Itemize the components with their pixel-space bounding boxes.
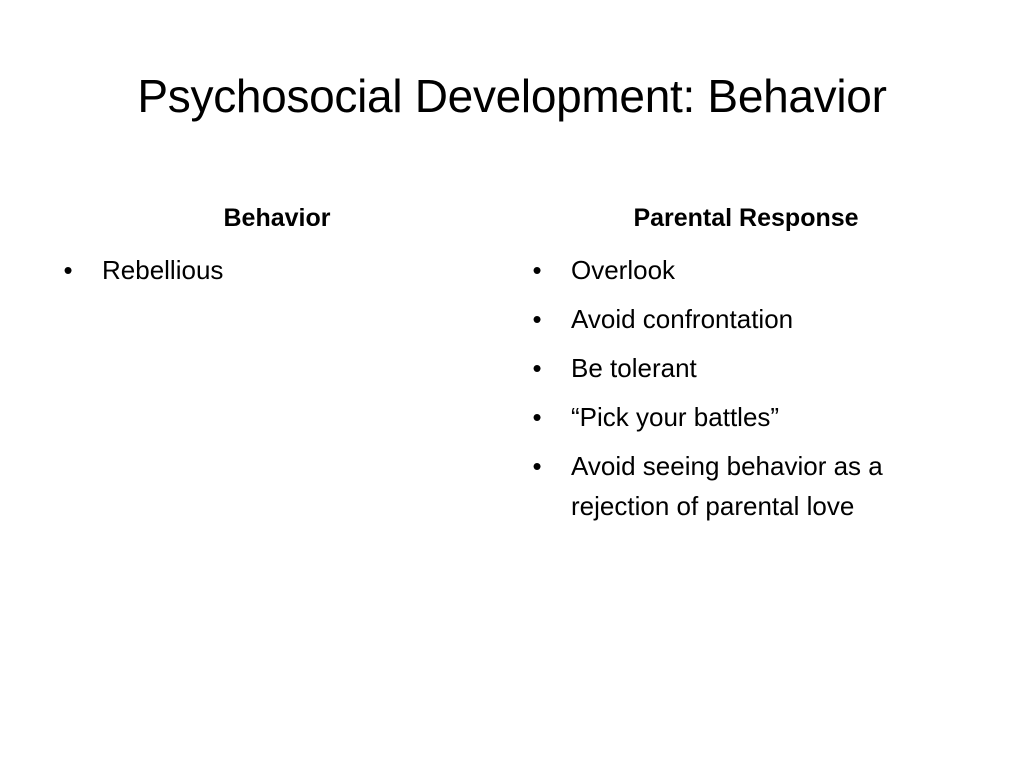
- bullet-icon: •: [532, 353, 542, 383]
- list-item: [527, 250, 957, 290]
- behavior-bullet-list: [58, 250, 498, 299]
- bullet-text: Avoid seeing behavior as a rejection of parental love: [571, 451, 883, 521]
- behavior-column-header: Behavior: [223, 204, 331, 232]
- bullet-icon: •: [532, 304, 542, 334]
- bullet-icon: •: [63, 255, 73, 285]
- bullet-icon: •: [532, 255, 542, 285]
- bullet-icon: •: [532, 451, 542, 481]
- slide-title: Psychosocial Development: Behavior: [137, 70, 887, 122]
- list-item: [58, 250, 498, 290]
- bullet-text: Avoid confrontation: [571, 304, 794, 334]
- bullet-text: Be tolerant: [571, 353, 697, 383]
- list-item: [527, 348, 957, 388]
- list-item: [527, 397, 957, 437]
- parental-response-bullet-list: [527, 250, 957, 535]
- bullet-text: Overlook: [571, 255, 676, 285]
- list-item: [527, 446, 957, 526]
- bullet-text: “Pick your battles”: [571, 402, 780, 432]
- bullet-text: Rebellious: [102, 255, 224, 285]
- bullet-icon: •: [532, 402, 542, 432]
- list-item: [527, 299, 957, 339]
- parental-response-column-header: Parental Response: [633, 204, 859, 232]
